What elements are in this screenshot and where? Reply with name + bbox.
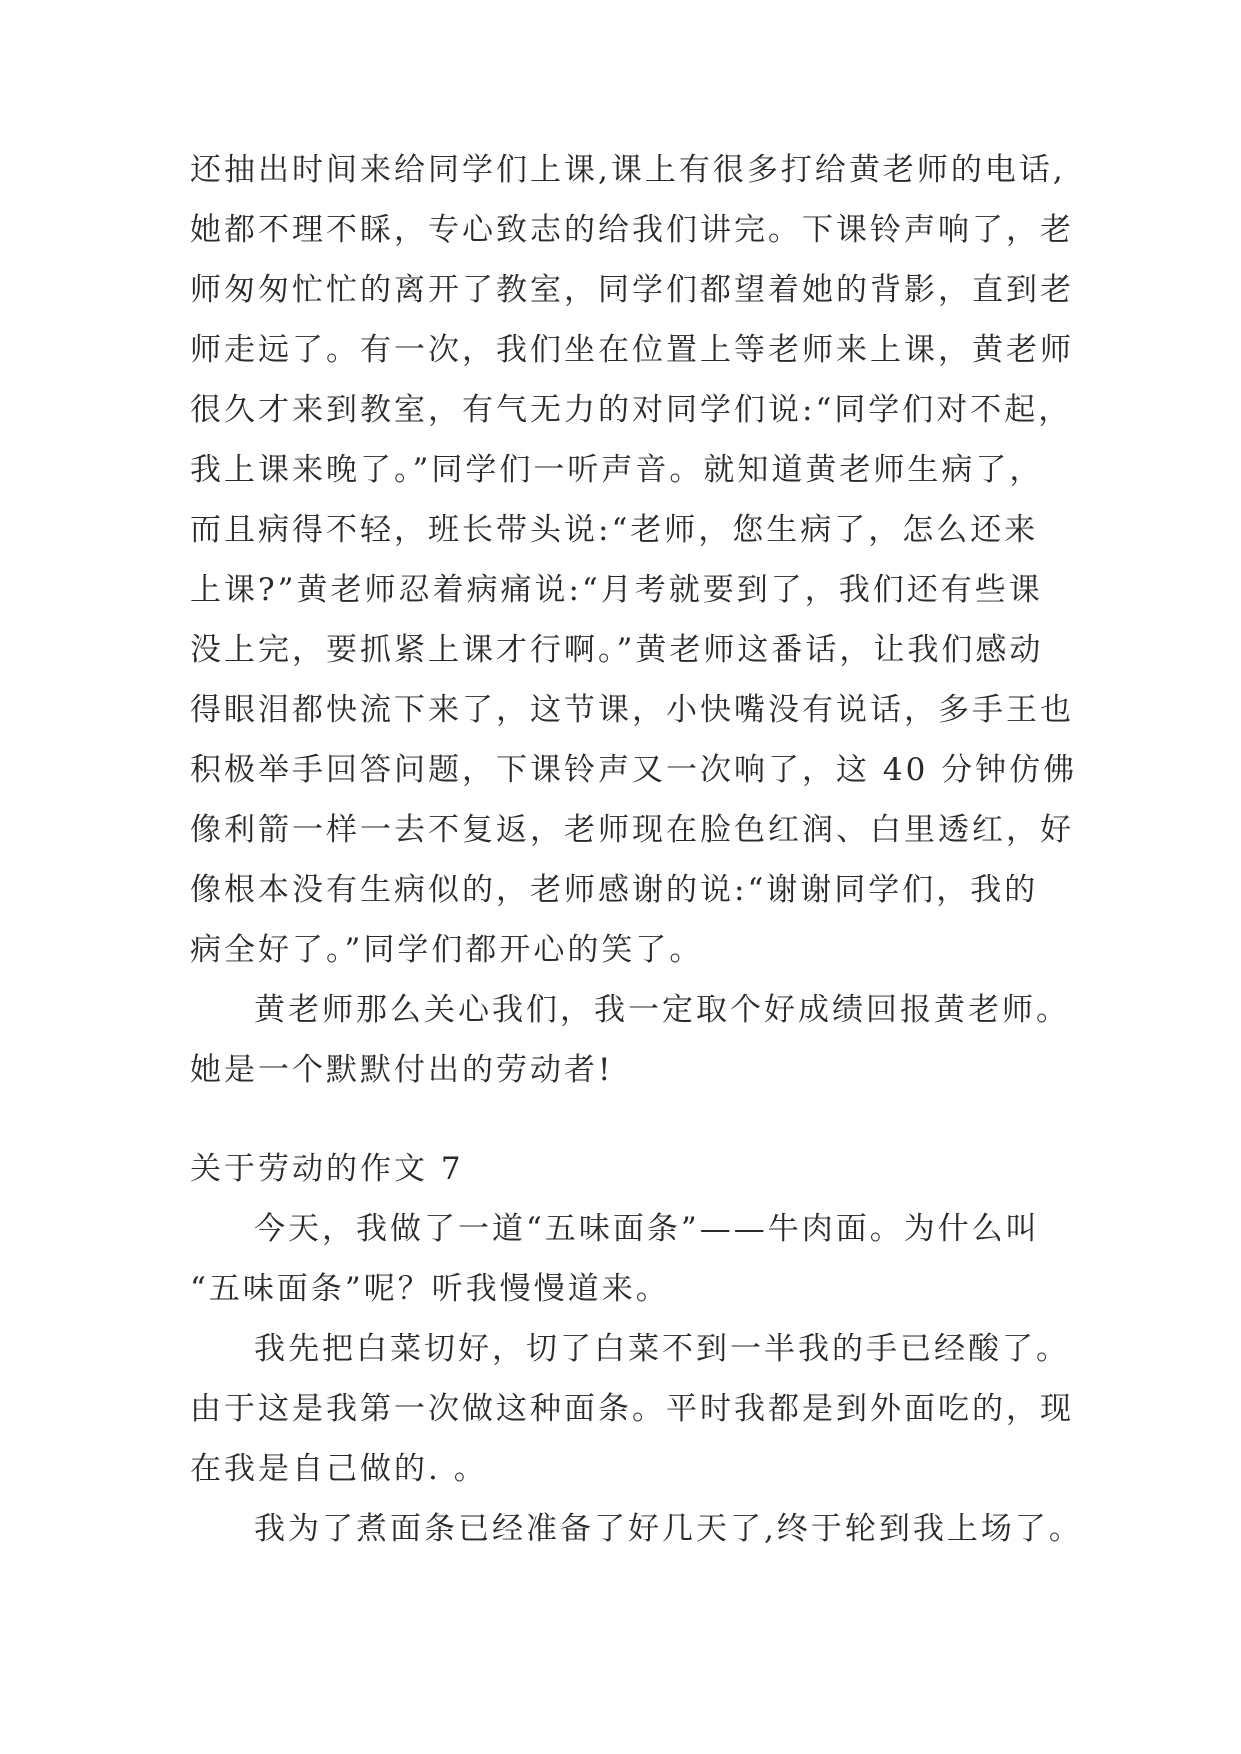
section-title: 关于劳动的作文 7 xyxy=(190,1151,464,1187)
paragraph-line: 我上课来晚了。”同学们一听声音。就知道黄老师生病了， xyxy=(190,452,1044,488)
paragraph-line: 她是一个默默付出的劳动者! xyxy=(190,1052,614,1088)
paragraph-line: 像根本没有生病似的，老师感谢的说:“谢谢同学们，我的 xyxy=(190,872,1039,908)
paragraph-line: 今天，我做了一道“五味面条”——牛肉面。为什么叫 xyxy=(254,1211,1040,1247)
paragraph-line: 像利箭一样一去不复返，老师现在脸色红润、白里透红，好 xyxy=(190,812,1074,848)
paragraph-line: 得眼泪都快流下来了，这节课，小快嘴没有说话，多手王也 xyxy=(190,692,1074,728)
paragraph-line: 而且病得不轻，班长带头说:“老师，您生病了，怎么还来 xyxy=(190,512,1039,548)
paragraph-line: 病全好了。”同学们都开心的笑了。 xyxy=(190,932,704,968)
paragraph-line: 我为了煮面条已经准备了好几天了,终于轮到我上场了。 xyxy=(254,1511,1083,1547)
paragraph-line: 黄老师那么关心我们，我一定取个好成绩回报黄老师。 xyxy=(254,992,1070,1028)
paragraph-line: 师匆匆忙忙的离开了教室，同学们都望着她的背影，直到老 xyxy=(190,272,1074,308)
paragraph-line: 在我是自己做的. 。 xyxy=(190,1451,488,1487)
paragraph-line: 没上完，要抓紧上课才行啊。”黄老师这番话，让我们感动 xyxy=(190,632,1044,668)
paragraph-line: 积极举手回答问题，下课铃声又一次响了，这 40 分钟仿佛 xyxy=(190,752,1078,788)
paragraph-line: 师走远了。有一次，我们坐在位置上等老师来上课，黄老师 xyxy=(190,332,1074,368)
paragraph-line: 上课?”黄老师忍着病痛说:“月考就要到了，我们还有些课 xyxy=(190,572,1043,608)
paragraph-line: 还抽出时间来给同学们上课,课上有很多打给黄老师的电话, xyxy=(190,152,1066,188)
paragraph-line: 由于这是我第一次做这种面条。平时我都是到外面吃的，现 xyxy=(190,1391,1074,1427)
paragraph-line: “五味面条”呢？听我慢慢道来。 xyxy=(190,1271,670,1307)
paragraph-line: 我先把白菜切好，切了白菜不到一半我的手已经酸了。 xyxy=(254,1331,1070,1367)
paragraph-line: 她都不理不睬，专心致志的给我们讲完。下课铃声响了，老 xyxy=(190,212,1074,248)
paragraph-line: 很久才来到教室，有气无力的对同学们说:“同学们对不起， xyxy=(190,392,1073,428)
